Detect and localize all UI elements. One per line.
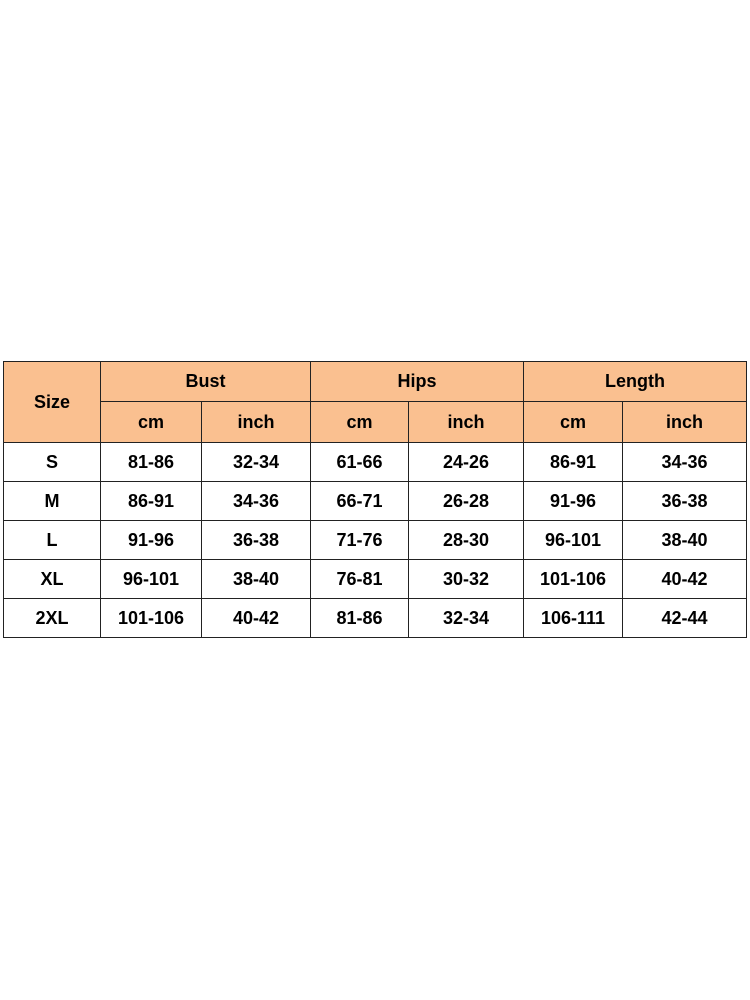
table-cell: 38-40 [202,560,311,599]
table-cell: 32-34 [409,599,524,638]
table-cell: 24-26 [409,443,524,482]
size-cell: XL [4,560,101,599]
table-cell: 34-36 [202,482,311,521]
table-cell: 96-101 [524,521,623,560]
table-cell: 81-86 [311,599,409,638]
size-cell: 2XL [4,599,101,638]
table-cell: 42-44 [623,599,747,638]
header-unit: cm [311,402,409,443]
table-cell: 96-101 [101,560,202,599]
table-cell: 28-30 [409,521,524,560]
size-chart-table [3,361,747,638]
header-bust: Bust [101,362,311,402]
header-unit-row [4,402,747,443]
size-chart-header [4,362,747,443]
table-cell: 106-111 [524,599,623,638]
table-row [4,560,747,599]
header-group-row [4,362,747,402]
header-unit: inch [409,402,524,443]
table-row [4,521,747,560]
table-cell: 30-32 [409,560,524,599]
table-cell: 66-71 [311,482,409,521]
table-cell: 36-38 [202,521,311,560]
header-unit: inch [623,402,747,443]
size-cell: S [4,443,101,482]
table-row [4,443,747,482]
table-cell: 101-106 [524,560,623,599]
table-cell: 101-106 [101,599,202,638]
table-cell: 91-96 [524,482,623,521]
table-cell: 91-96 [101,521,202,560]
table-cell: 36-38 [623,482,747,521]
table-cell: 38-40 [623,521,747,560]
table-cell: 40-42 [202,599,311,638]
table-row [4,599,747,638]
header-unit: inch [202,402,311,443]
table-cell: 32-34 [202,443,311,482]
header-unit: cm [101,402,202,443]
size-chart-body [4,443,747,638]
table-row [4,482,747,521]
header-length: Length [524,362,747,402]
table-cell: 86-91 [524,443,623,482]
table-cell: 26-28 [409,482,524,521]
table-cell: 34-36 [623,443,747,482]
header-hips: Hips [311,362,524,402]
header-size: Size [4,362,101,443]
table-cell: 71-76 [311,521,409,560]
size-cell: M [4,482,101,521]
header-unit: cm [524,402,623,443]
table-cell: 40-42 [623,560,747,599]
table-cell: 76-81 [311,560,409,599]
table-cell: 61-66 [311,443,409,482]
size-cell: L [4,521,101,560]
table-cell: 81-86 [101,443,202,482]
table-cell: 86-91 [101,482,202,521]
